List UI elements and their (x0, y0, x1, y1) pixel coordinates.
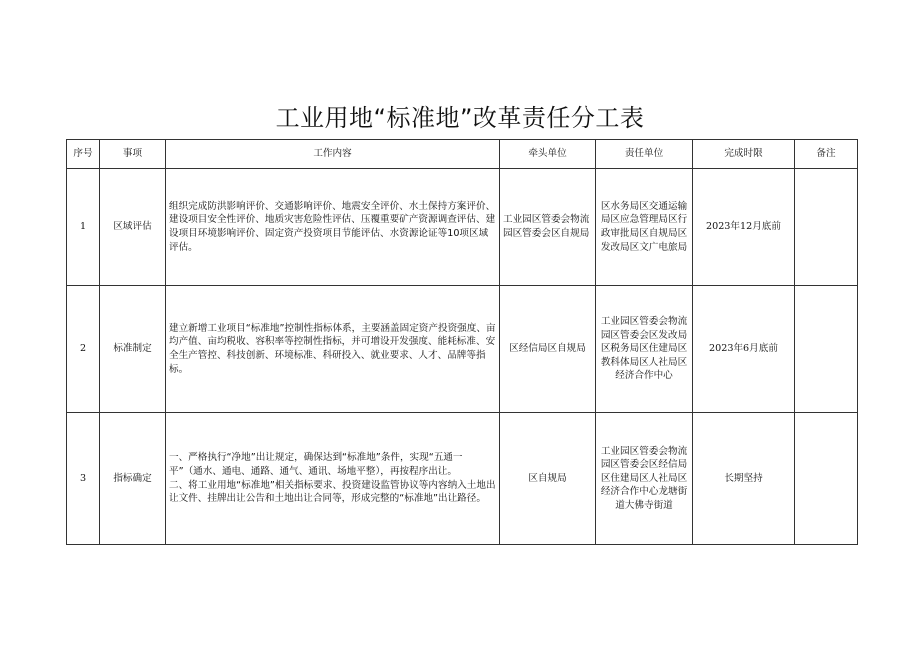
row-deadline: 2023年12月底前 (693, 169, 795, 286)
table-row (67, 286, 858, 413)
row-index: 2 (67, 286, 100, 413)
header-note: 备注 (795, 140, 858, 169)
row-responsible: 工业园区管委会物流园区管委会区经信局区住建局区人社局区经济合作中心龙塘街道大佛寺街道 (596, 413, 693, 545)
header-deadline: 完成时限 (693, 140, 795, 169)
row-index: 3 (67, 413, 100, 545)
row-lead: 工业园区管委会物流园区管委会区自规局 (500, 169, 596, 286)
row-item: 指标确定 (100, 413, 166, 545)
row-note (795, 286, 858, 413)
row-content (166, 413, 500, 545)
row-item: 标准制定 (100, 286, 166, 413)
row-note (795, 413, 858, 545)
header-index: 序号 (67, 140, 100, 169)
content-paragraph-1: 一、严格执行“净地”出让规定，确保达到“标准地”条件，实现“五通一平”（通水、通电、通路、通气、通讯、场地平整），再按程序出让。 (169, 452, 463, 477)
row-lead: 区经信局区自规局 (500, 286, 596, 413)
table-row (67, 169, 858, 286)
responsibility-table (66, 139, 858, 545)
row-content: 建立新增工业项目“标准地”控制性指标体系，主要涵盖固定资产投资强度、亩均产值、亩均税收、容积率等控制性指标，并可增设开发强度、能耗标准、安全生产管控、科技创新、环境标准、科研投入、就业要求、人才、品牌等指标。 (166, 286, 500, 413)
header-content: 工作内容 (166, 140, 500, 169)
header-item: 事项 (100, 140, 166, 169)
header-lead: 牵头单位 (500, 140, 596, 169)
row-note (795, 169, 858, 286)
row-content: 组织完成防洪影响评价、交通影响评价、地震安全评价、水土保持方案评价、建设项目安全性评价、地质灾害危险性评估、压覆重要矿产资源调查评估、建设项目环境影响评价、固定资产投资项目节能评估、水资源论证等10项区域评估。 (166, 169, 500, 286)
document-title: 工业用地“标准地”改革责任分工表 (275, 104, 645, 132)
row-index: 1 (67, 169, 100, 286)
row-item: 区域评估 (100, 169, 166, 286)
table-header-row (67, 140, 858, 169)
row-deadline: 长期坚持 (693, 413, 795, 545)
row-responsible: 区水务局区交通运输局区应急管理局区行政审批局区自规局区发改局区文广电旅局 (596, 169, 693, 286)
row-deadline: 2023年6月底前 (693, 286, 795, 413)
row-lead: 区自规局 (500, 413, 596, 545)
header-responsible: 责任单位 (596, 140, 693, 169)
row-responsible: 工业园区管委会物流园区管委会区发改局区税务局区住建局区教科体局区人社局区经济合作中心 (596, 286, 693, 413)
table-row (67, 413, 858, 545)
content-paragraph-2: 二、将工业用地“标准地”相关指标要求、投资建设监管协议等内容纳入土地出让文件、挂牌出让公告和土地出让合同等，形成完整的“标准地”出让路径。 (169, 479, 496, 505)
